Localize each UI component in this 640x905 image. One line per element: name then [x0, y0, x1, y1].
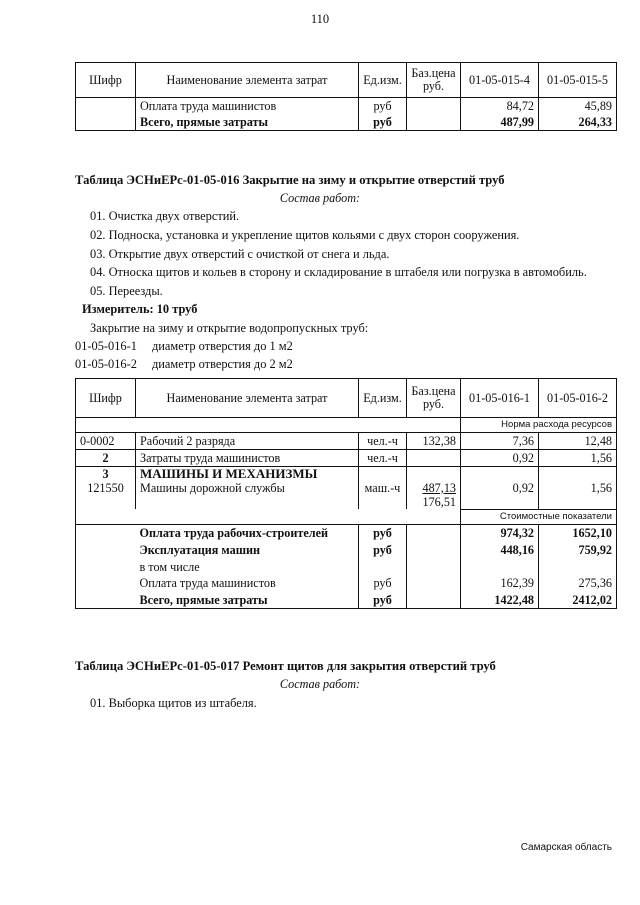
row-value-2: 2412,02 [539, 592, 617, 609]
row-code: 0-0002 [76, 433, 136, 450]
row-value-1: 487,99 [461, 114, 539, 131]
row-name: Оплата труда машинистов [136, 98, 359, 115]
row-code [76, 467, 136, 510]
section-description: Закрытие на зиму и открытие водопропускных труб: [90, 321, 369, 335]
variant-code: 01-05-016-1 [75, 339, 137, 353]
work-composition-title: Состав работ: [279, 191, 361, 205]
row-value-1: 448,16 [461, 542, 539, 559]
row-value-2: 1652,10 [539, 524, 617, 542]
row-name: Эксплуатация машин [136, 542, 359, 559]
row-code: 2 [76, 450, 136, 467]
row-name: Рабочий 2 разряда [136, 433, 359, 450]
row-unit: руб [359, 575, 407, 592]
machine-value-1: 0,92 [512, 481, 534, 495]
row-value-2: 1,56 [539, 450, 617, 467]
work-item: 05. Переезды. [90, 284, 163, 298]
table-row [76, 98, 617, 115]
row-value-2: 264,33 [539, 114, 617, 131]
work-item: 02. Подноска, установка и укрепление щитов кольями с двух сторон сооружения. [90, 228, 520, 242]
row-value-1: 1422,48 [461, 592, 539, 609]
header-cipher: Шифр [76, 379, 136, 418]
row-name: в том числе [136, 559, 359, 575]
table-row [76, 559, 617, 575]
row-value-1: 0,92 [461, 450, 539, 467]
variant-text: диаметр отверстия до 1 м2 [152, 339, 293, 353]
machine-code: 121550 [87, 481, 124, 495]
work-item: 04. Относка щитов и кольев в сторону и складирование в штабеля или погрузка в автомобиль. [90, 265, 587, 279]
table-b [75, 378, 617, 609]
header-base-price [407, 63, 461, 98]
section-title-017: Таблица ЭСНиЕРс-01-05-017 Ремонт щитов для закрытия отверстий труб [75, 659, 496, 673]
row-name: Всего, прямые затраты [136, 592, 359, 609]
table-row [76, 467, 617, 510]
table-row [76, 592, 617, 609]
header-base-price [407, 379, 461, 418]
section-title-016: Таблица ЭСНиЕРс-01-05-016 Закрытие на зиму и открытие отверстий труб [75, 173, 505, 187]
page-number: 110 [310, 12, 330, 26]
row-value-1: 162,39 [461, 575, 539, 592]
header-code-1: 01-05-016-1 [461, 379, 539, 418]
row-unit: руб [359, 542, 407, 559]
table-row [76, 450, 617, 467]
row-name: Всего, прямые затраты [136, 114, 359, 131]
measure-unit: Измеритель: 10 труб [82, 302, 198, 316]
table-row [76, 524, 617, 542]
row-unit: руб [359, 592, 407, 609]
header-code-1: 01-05-015-4 [461, 63, 539, 98]
header-unit: Ед.изм. [359, 379, 407, 418]
row-value-2: 275,36 [539, 575, 617, 592]
row-value-2: 45,89 [539, 98, 617, 115]
header-unit: Ед.изм. [359, 63, 407, 98]
table-a [75, 62, 617, 131]
work-item: 01. Выборка щитов из штабеля. [90, 696, 257, 710]
header-code-2: 01-05-016-2 [539, 379, 617, 418]
header-name: Наименование элемента затрат [136, 379, 359, 418]
machine-unit: маш.-ч [364, 481, 401, 495]
table-row [76, 575, 617, 592]
header-base-price-line2: руб. [422, 397, 445, 411]
row-value-2: 759,92 [539, 542, 617, 559]
row-value-1: 84,72 [461, 98, 539, 115]
row-value-1: 7,36 [461, 433, 539, 450]
row-value-1: 974,32 [461, 524, 539, 542]
header-name: Наименование элемента затрат [136, 63, 359, 98]
table-row [76, 542, 617, 559]
group-code: 3 [102, 467, 109, 481]
header-code-2: 01-05-015-5 [539, 63, 617, 98]
row-unit: руб [359, 98, 407, 115]
row-price: 132,38 [407, 433, 461, 450]
table-row [76, 114, 617, 131]
row-unit: чел.-ч [359, 450, 407, 467]
machine-price-secondary: 176,51 [422, 495, 456, 509]
group-name: МАШИНЫ И МЕХАНИЗМЫ [140, 466, 318, 481]
cost-label: Стоимостные показатели [461, 509, 617, 524]
table-row [76, 433, 617, 450]
work-item: 03. Открытие двух отверстий с очисткой от снега и льда. [90, 247, 390, 261]
row-name: Оплата труда рабочих-строителей [136, 524, 359, 542]
header-base-price-line2: руб. [422, 79, 445, 93]
row-name: Оплата труда машинистов [136, 575, 359, 592]
header-base-price-line1: Баз.цена [411, 384, 456, 398]
footer-region: Самарская область [520, 842, 612, 853]
header-base-price-line1: Баз.цена [411, 66, 456, 80]
variant-text: диаметр отверстия до 2 м2 [152, 357, 293, 371]
norm-label: Норма расхода ресурсов [461, 418, 617, 433]
row-name: Затраты труда машинистов [136, 450, 359, 467]
machine-name: Машины дорожной службы [140, 481, 285, 495]
work-composition-title: Состав работ: [279, 677, 361, 691]
header-cipher: Шифр [76, 63, 136, 98]
variant-code: 01-05-016-2 [75, 357, 137, 371]
work-item: 01. Очистка двух отверстий. [90, 209, 240, 223]
row-unit: руб [359, 114, 407, 131]
row-unit: чел.-ч [359, 433, 407, 450]
machine-value-2: 1,56 [590, 481, 612, 495]
row-value-2: 12,48 [539, 433, 617, 450]
machine-price: 487,13 [422, 481, 456, 495]
row-unit: руб [359, 524, 407, 542]
